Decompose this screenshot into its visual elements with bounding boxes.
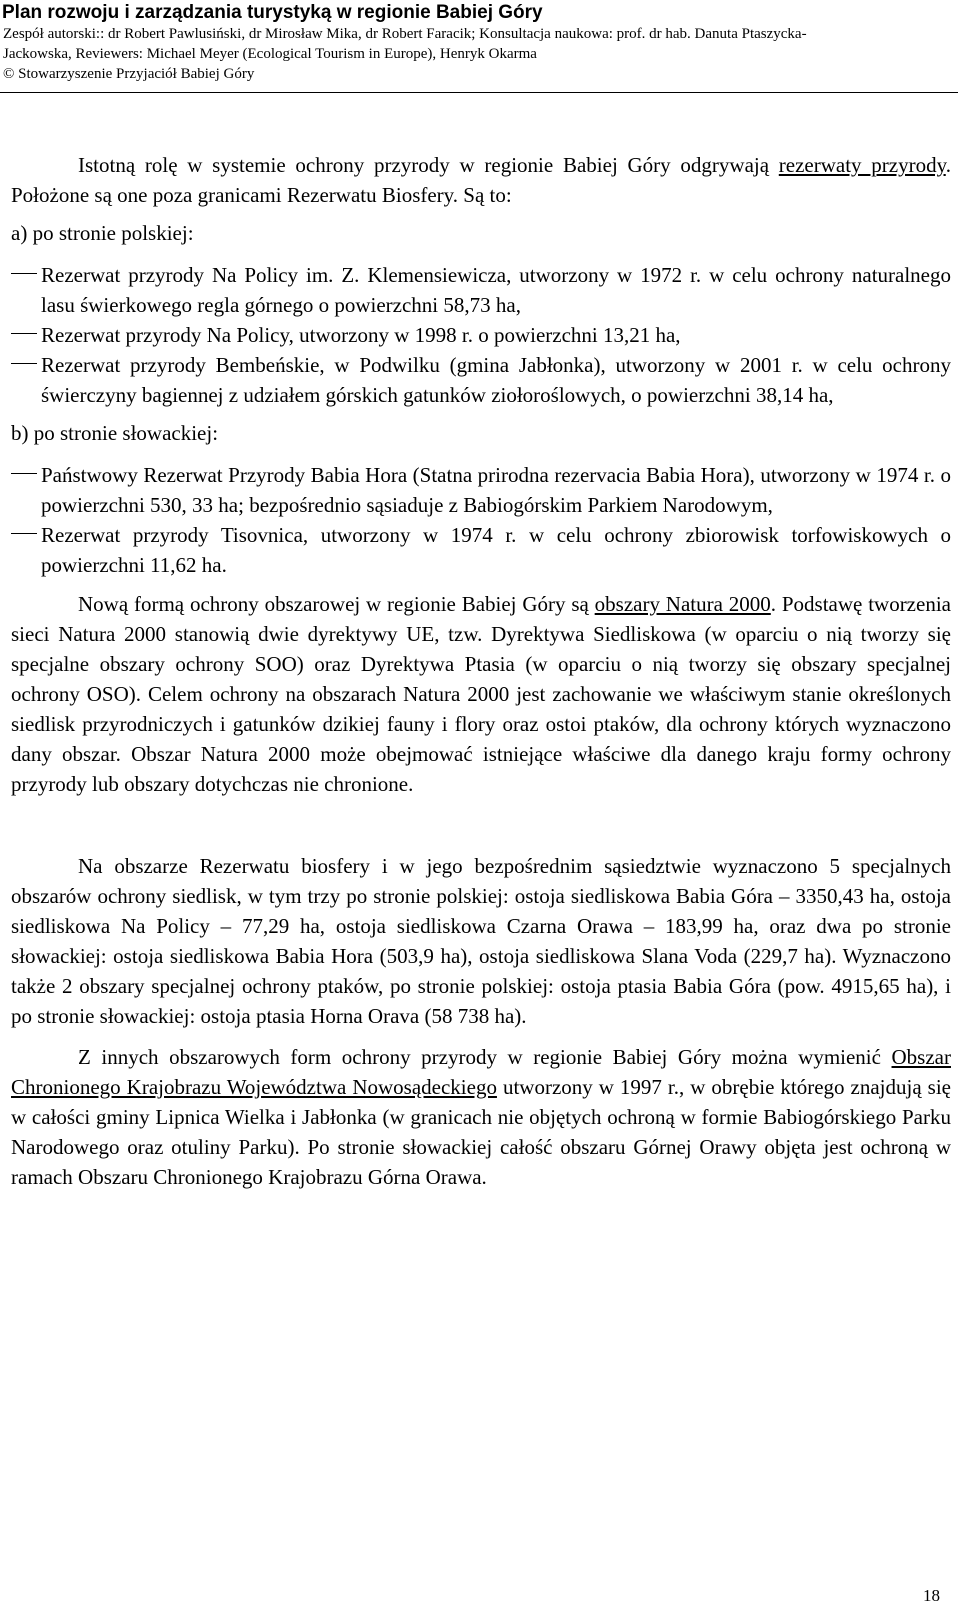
natura-rest: . Podstawę tworzenia sieci Natura 2000 stanowią dwie dyrektywy UE, tzw. Dyrektywa Siedliskowa (w oparciu o nią tworzy się specjalne obszary ochrony SOO) oraz Dyrektywa Ptasia (w oparciu o nią tworzy się obszary specjalnej ochrony OSO). Celem ochrony na obszarach Natura 2000 jest zachowanie we właściwym stanie określonych siedlisk przyrodniczych i gatunków dzikiej fauny i flory oraz ostoi ptaków, dla ochrony których wyznaczono dany obszar. Obszar Natura 2000 może obejmować istniejące właściwe dla danego kraju formy ochrony przyrody lub obszary dotychczas nie chronione.	[11, 592, 951, 796]
biosphere-paragraph: Na obszarze Rezerwatu biosfery i w jego bezpośrednim sąsiedztwie wyznaczono 5 specjalnych obszarów ochrony siedlisk, w tym trzy po stronie polskiej: ostoja siedliskowa Babia Góra – 3350,43 ha, ostoja siedliskowa Na Policy – 77,29 ha, ostoja siedliskowa Czarna Orawa – 183,99 ha, oraz dwa po stronie słowackiej: ostoja siedliskowa Babia Hora (503,9 ha), ostoja siedliskowa Slana Voda (229,7 ha). Wyznaczono także 2 obszary specjalnej ochrony ptaków, po stronie polskiej: ostoja ptasia Babia Góra (pow. 4915,65 ha), i po stronie słowackiej: ostoja ptasia Horna Orava (58 738 ha).	[11, 854, 951, 1028]
rezerwaty-link[interactable]: rezerwaty przyrody	[778, 153, 946, 177]
authors-line-1: Zespół autorski:: dr Robert Pawlusiński, dr Mirosław Mika, dr Robert Faracik; Konsultacja naukowa: prof. dr hab. Danuta Ptaszycka-	[3, 26, 807, 42]
dash-bullet	[11, 333, 37, 334]
list-item: Rezerwat przyrody Na Policy im. Z. Klemensiewicza, utworzony w 1972 r. w celu ochrony naturalnego lasu świerkowego regla górnego o powierzchni 58,73 ha,	[11, 260, 951, 320]
list-item: Państwowy Rezerwat Przyrody Babia Hora (Statna prirodna rezervacia Babia Hora), utworzony w 1974 r. o powierzchni 530, 33 ha; bezpośrednio sąsiaduje z Babiogórskim Parkiem Narodowym,	[11, 460, 951, 520]
page-body	[11, 150, 951, 1192]
copyright-line: © Stowarzyszenie Przyjaciół Babiej Góry	[3, 66, 255, 82]
document-title: Plan rozwoju i zarządzania turystyką w regionie Babiej Góry	[2, 2, 543, 23]
slovak-side-label: b) po stronie słowackiej:	[11, 421, 219, 445]
list-item: Rezerwat przyrody Bembeńskie, w Podwilku (gmina Jabłonka), utworzony w 2001 r. w celu ochrony świerczyny bagiennej z udziałem górskich gatunków ziołoroślowych, o powierzchni 38,14 ha,	[11, 350, 951, 410]
running-header	[0, 0, 958, 84]
protected-landscape-link[interactable]: Obszar Chronionego Krajobrazu Województwa Nowosądeckiego	[11, 1045, 951, 1099]
authors-line-2: Jackowska, Reviewers: Michael Meyer (Ecological Tourism in Europe), Henryk Okarma	[3, 46, 537, 62]
natura-paragraph	[11, 589, 951, 799]
dash-bullet	[11, 273, 37, 274]
polish-side-label: a) po stronie polskiej:	[11, 221, 194, 245]
intro-rest: . Położone są one poza granicami Rezerwatu Biosfery. Są to:	[11, 153, 951, 207]
other-forms-paragraph	[11, 1042, 951, 1192]
natura-lead: Nową formą ochrony obszarowej w regionie Babiej Góry są	[78, 592, 595, 616]
list-item: Rezerwat przyrody Na Policy, utworzony w 1998 r. o powierzchni 13,21 ha,	[11, 320, 951, 350]
intro-lead: Istotną rolę w systemie ochrony przyrody w regionie Babiej Góry odgrywają	[78, 153, 779, 177]
natura-link[interactable]: obszary Natura 2000	[594, 592, 771, 616]
slovak-reserves-list	[11, 460, 951, 580]
list-item: Rezerwat przyrody Tisovnica, utworzony w 1974 r. w celu ochrony zbiorowisk torfowiskowych o powierzchni 11,62 ha.	[11, 520, 951, 580]
other-forms-rest: utworzony w 1997 r., w obrębie którego znajdują się w całości gminy Lipnica Wielka i Jabłonka (w granicach nie objętych ochroną w formie Babiogórskiego Parku Narodowego oraz otuliny Parku). Po stronie słowackiej całość obszaru Górnej Orawy objęta jest ochroną w ramach Obszaru Chronionego Krajobrazu Górna Orawa.	[11, 1075, 951, 1189]
dash-bullet	[11, 533, 37, 534]
dash-bullet	[11, 363, 37, 364]
polish-reserves-list	[11, 260, 951, 410]
dash-bullet	[11, 473, 37, 474]
intro-paragraph	[11, 150, 951, 210]
page-number: 18	[923, 1586, 940, 1605]
other-forms-lead: Z innych obszarowych form ochrony przyrody w regionie Babiej Góry można wymienić	[78, 1045, 892, 1069]
header-divider	[0, 92, 958, 93]
